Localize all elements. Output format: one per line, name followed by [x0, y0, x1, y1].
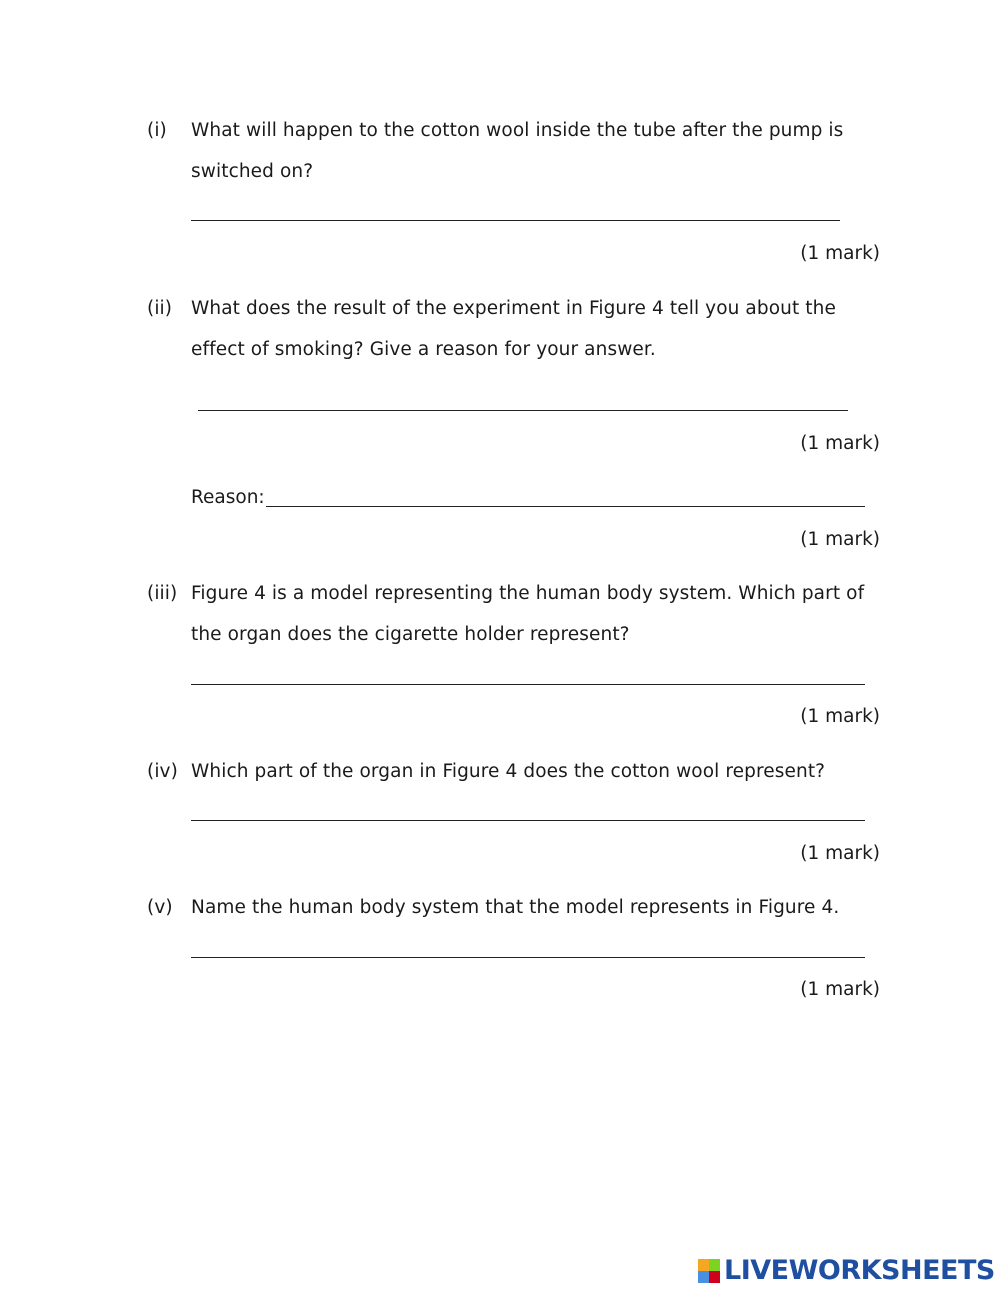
logo-square: [709, 1259, 720, 1271]
logo-text: LIVEWORKSHEETS: [724, 1255, 995, 1286]
question-text: the organ does the cigarette holder represent?: [191, 624, 630, 645]
logo-square: [709, 1271, 720, 1283]
answer-line-iv[interactable]: [191, 820, 865, 821]
question-number: (v): [147, 897, 173, 918]
logo-square: [698, 1271, 709, 1283]
question-text: effect of smoking? Give a reason for your answer.: [191, 339, 656, 360]
question-number: (i): [147, 120, 167, 141]
question-text: Name the human body system that the model represents in Figure 4.: [191, 897, 840, 918]
mark-label: (1 mark): [800, 706, 880, 727]
question-text: Figure 4 is a model representing the human body system. Which part of: [191, 583, 865, 604]
answer-line-ii[interactable]: [198, 410, 848, 411]
mark-label: (1 mark): [800, 433, 880, 454]
question-number: (iii): [147, 583, 178, 604]
question-number: (iv): [147, 761, 178, 782]
logo-icon: [698, 1259, 720, 1283]
mark-label: (1 mark): [800, 243, 880, 264]
mark-label: (1 mark): [800, 529, 880, 550]
logo-square: [698, 1259, 709, 1271]
question-text: What does the result of the experiment in Figure 4 tell you about the: [191, 298, 836, 319]
liveworksheets-logo: [698, 1255, 995, 1286]
answer-line-iii[interactable]: [191, 684, 865, 685]
mark-label: (1 mark): [800, 843, 880, 864]
question-text: Which part of the organ in Figure 4 does the cotton wool represent?: [191, 761, 826, 782]
reason-answer-line[interactable]: [266, 506, 865, 507]
answer-line-v[interactable]: [191, 957, 865, 958]
question-text: What will happen to the cotton wool inside the tube after the pump is: [191, 120, 844, 141]
question-text: switched on?: [191, 161, 314, 182]
question-number: (ii): [147, 298, 173, 319]
answer-line-i[interactable]: [191, 220, 840, 221]
mark-label: (1 mark): [800, 979, 880, 1000]
reason-label: Reason:: [191, 487, 265, 508]
